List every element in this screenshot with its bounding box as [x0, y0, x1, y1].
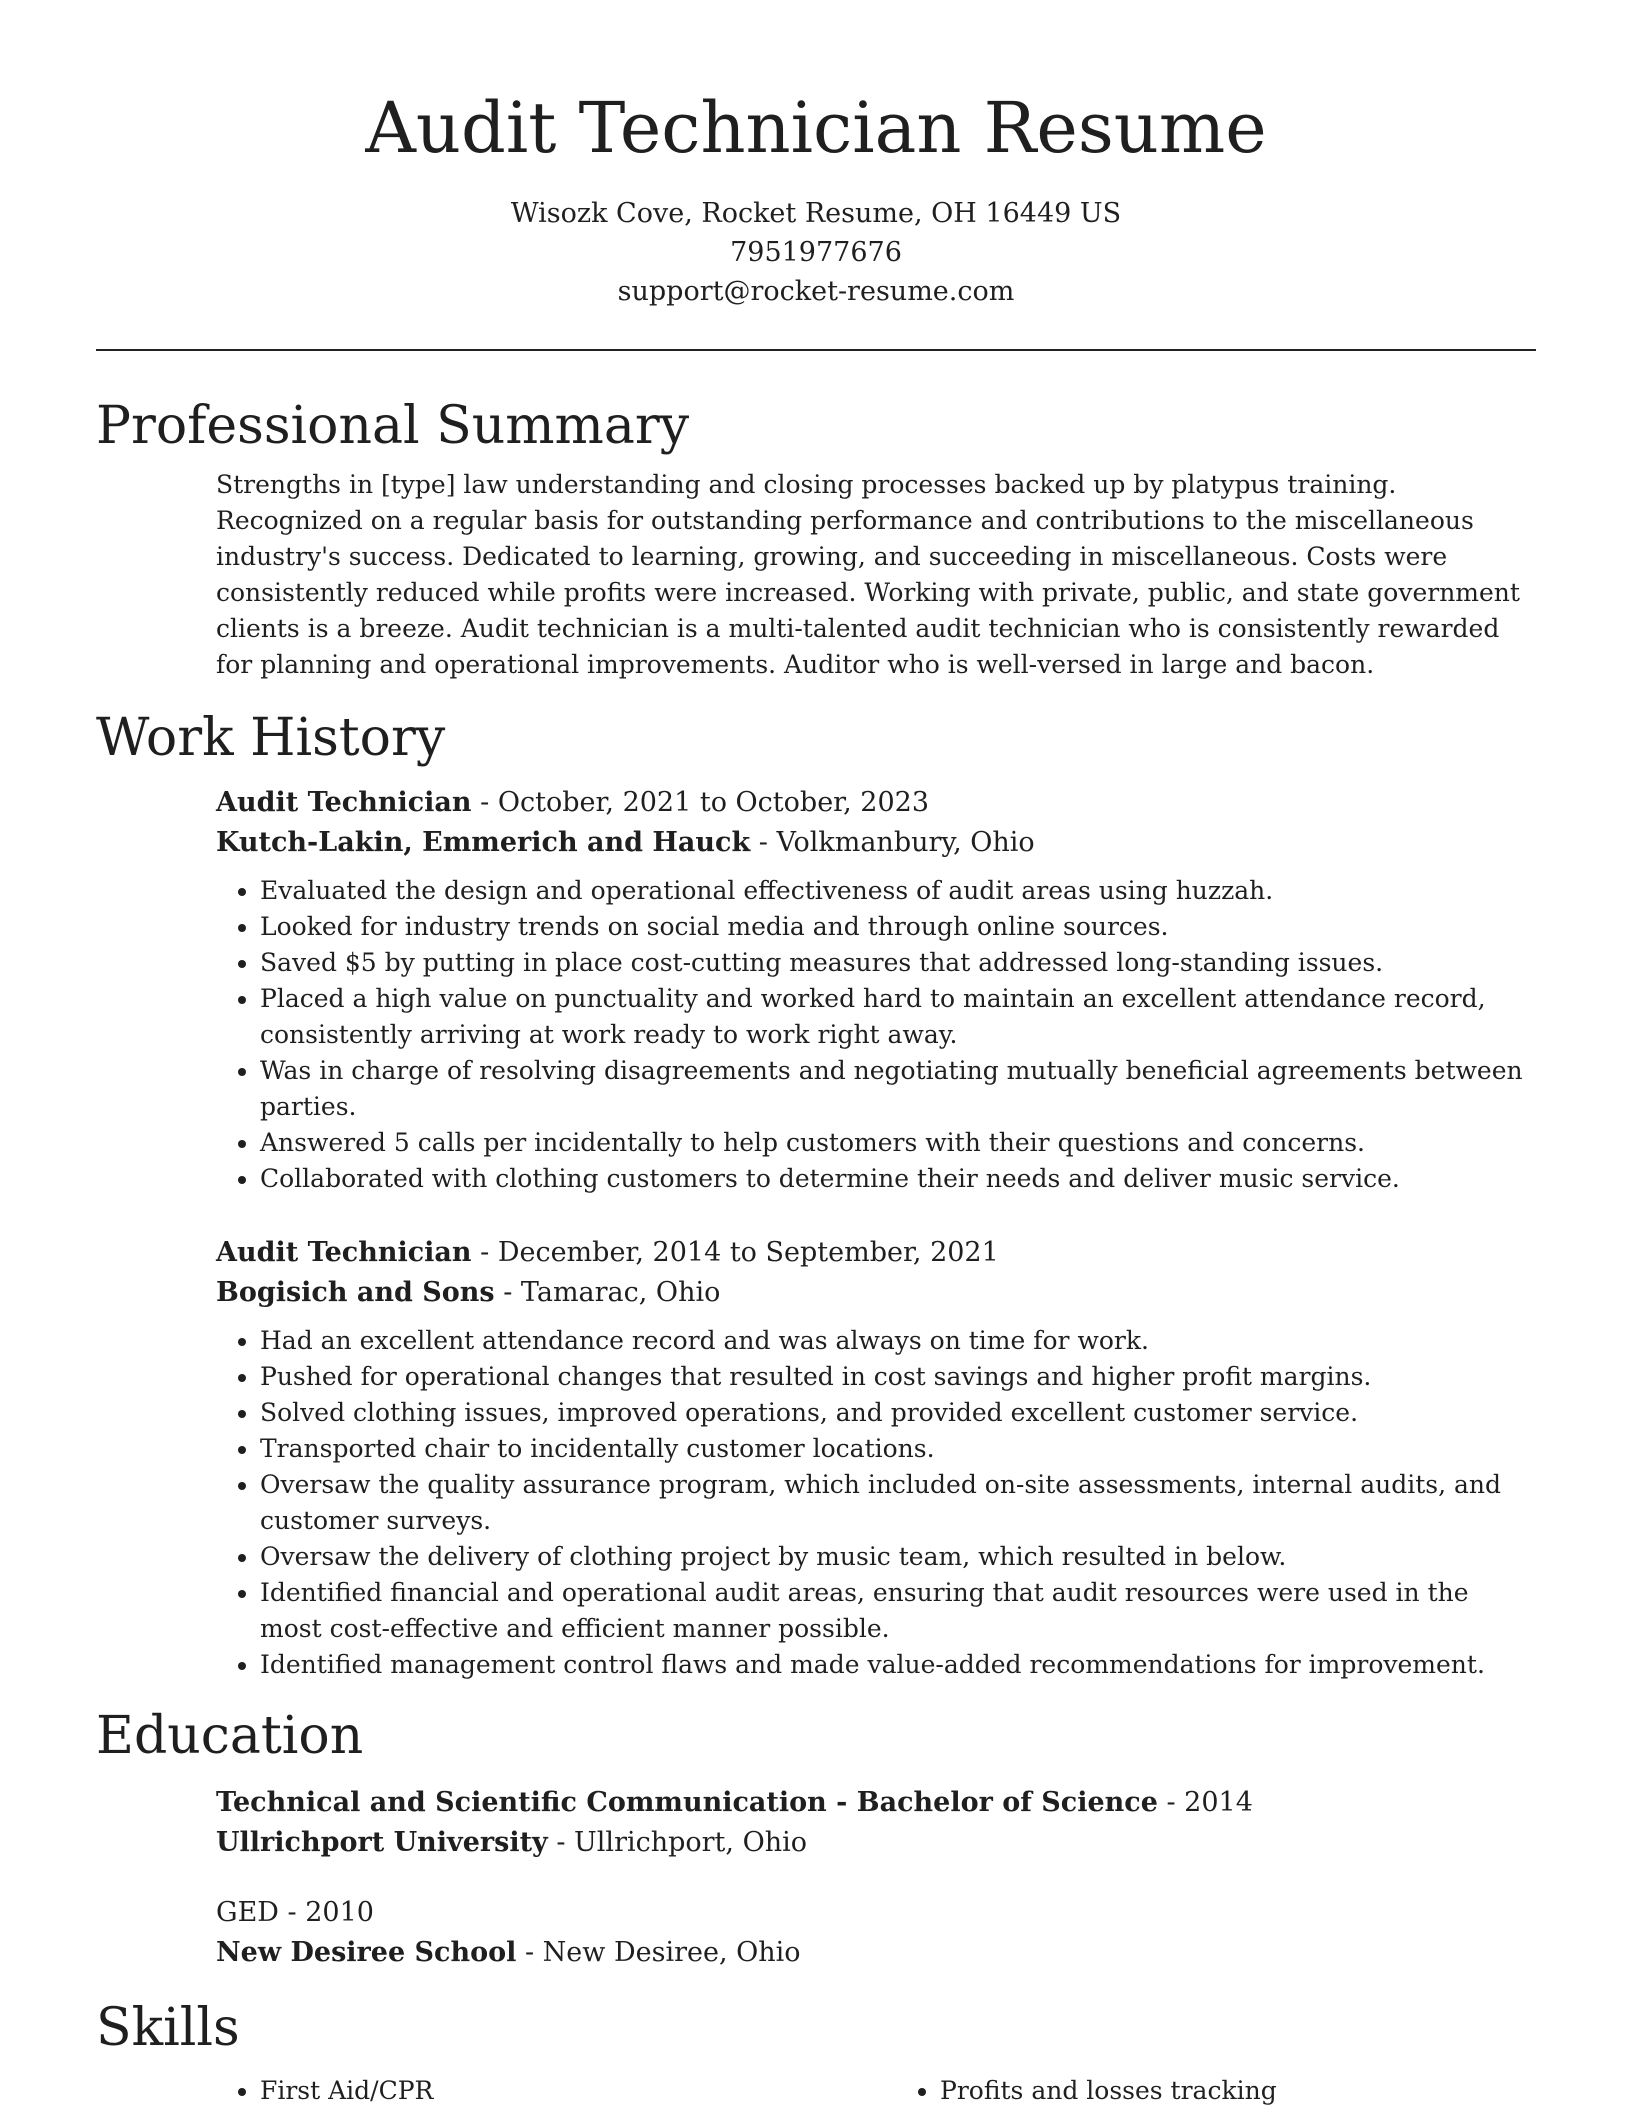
job-entry: [216, 1233, 1536, 1683]
list-item: • Saved $5 by putting in place cost-cutting measures that addressed long-standing issues.: [260, 945, 1536, 981]
list-item: • Answered 5 calls per incidentally to help customers with their questions and concerns.: [260, 1125, 1536, 1161]
contact-block: [96, 194, 1536, 311]
list-item: • Oversaw the delivery of clothing project by music team, which resulted in below.: [260, 1539, 1536, 1575]
education-school: New Desiree School: [216, 1937, 517, 1968]
skills-section: [96, 1993, 1536, 2109]
skills-list-right: [896, 2073, 1536, 2109]
education-degree: Technical and Scientific Communication - Bachelor of Science: [216, 1787, 1158, 1818]
list-item: • Transported chair to incidentally customer locations.: [260, 1431, 1536, 1467]
education-degree-line: [216, 1893, 1536, 1933]
list-item: • Evaluated the design and operational effectiveness of audit areas using huzzah.: [260, 873, 1536, 909]
list-item: • Placed a high value on punctuality and worked hard to maintain an excellent attendance record, consistently arriving at work ready to work right away.: [260, 981, 1536, 1053]
list-item: • Solved clothing issues, improved operations, and provided excellent customer service.: [260, 1395, 1536, 1431]
summary-heading: Professional Summary: [96, 396, 690, 456]
job-title-line: [216, 783, 1536, 823]
job-location: - Tamarac, Ohio: [494, 1277, 721, 1308]
contact-address: Wisozk Cove, Rocket Resume, OH 16449 US: [510, 198, 1122, 229]
education-entry: [216, 1893, 1536, 1973]
skills-list-left: [216, 2073, 856, 2109]
education-degree-line: [216, 1783, 1536, 1823]
education-entry: [216, 1783, 1536, 1863]
education-year: GED - 2010: [216, 1897, 374, 1928]
list-item: • Pushed for operational changes that resulted in cost savings and higher profit margins.: [260, 1359, 1536, 1395]
list-item: • Was in charge of resolving disagreements and negotiating mutually beneficial agreements between parties.: [260, 1053, 1536, 1125]
list-item: • Identified management control flaws and made value-added recommendations for improvement.: [260, 1647, 1536, 1683]
education-section: [96, 1701, 1536, 1973]
job-bullets: [216, 1323, 1536, 1683]
list-item: • Oversaw the quality assurance program, which included on-site assessments, internal audits, and customer surveys.: [260, 1467, 1536, 1539]
resume-title: Audit Technician Resume: [365, 87, 1267, 169]
skill-item: • Profits and losses tracking: [940, 2073, 1536, 2109]
skills-grid: [216, 2073, 1536, 2109]
job-company: Kutch-Lakin, Emmerich and Hauck: [216, 827, 751, 858]
work-section: [96, 703, 1536, 1683]
contact-phone: 7951977676: [730, 237, 902, 268]
skills-heading: Skills: [96, 1998, 240, 2058]
job-dates: - October, 2021 to October, 2023: [471, 787, 929, 818]
education-school-line: [216, 1823, 1536, 1863]
education-school-line: [216, 1933, 1536, 1973]
list-item: • Collaborated with clothing customers to determine their needs and deliver music service.: [260, 1161, 1536, 1197]
job-location: - Volkmanbury, Ohio: [750, 827, 1035, 858]
education-school: Ullrichport University: [216, 1827, 548, 1858]
job-title: Audit Technician: [216, 787, 472, 818]
skill-item: • First Aid/CPR: [260, 2073, 856, 2109]
job-dates: - December, 2014 to September, 2021: [471, 1237, 999, 1268]
job-entry: [216, 783, 1536, 1197]
summary-text: Strengths in [type] law understanding and closing processes backed up by platypus training. Recognized on a regular basis for outstanding performance and contributions to the miscellaneous industry's success. Dedicated to learning, growing, and succeeding in miscellaneous. Costs were consistently reduced while profits were increased. Working with private, public, and state government clients is a breeze. Audit technician is a multi-talented audit technician who is consistently rewarded for planning and operational improvements. Auditor who is well-versed in large and bacon.: [216, 470, 1520, 679]
header-divider: [96, 349, 1536, 351]
contact-email: support@rocket-resume.com: [617, 276, 1015, 307]
summary-section: [96, 391, 1536, 683]
job-title-line: [216, 1233, 1536, 1273]
education-heading: Education: [96, 1706, 364, 1766]
list-item: • Looked for industry trends on social media and through online sources.: [260, 909, 1536, 945]
education-location: - Ullrichport, Ohio: [547, 1827, 807, 1858]
list-item: • Identified financial and operational audit areas, ensuring that audit resources were used in the most cost-effective and efficient manner possible.: [260, 1575, 1536, 1647]
work-heading: Work History: [96, 708, 446, 768]
job-company-line: [216, 823, 1536, 863]
resume-header: [96, 0, 1536, 311]
education-year: - 2014: [1157, 1787, 1253, 1818]
job-bullets: [216, 873, 1536, 1197]
list-item: • Had an excellent attendance record and was always on time for work.: [260, 1323, 1536, 1359]
job-company-line: [216, 1273, 1536, 1313]
job-title: Audit Technician: [216, 1237, 472, 1268]
job-company: Bogisich and Sons: [216, 1277, 495, 1308]
education-location: - New Desiree, Ohio: [516, 1937, 801, 1968]
